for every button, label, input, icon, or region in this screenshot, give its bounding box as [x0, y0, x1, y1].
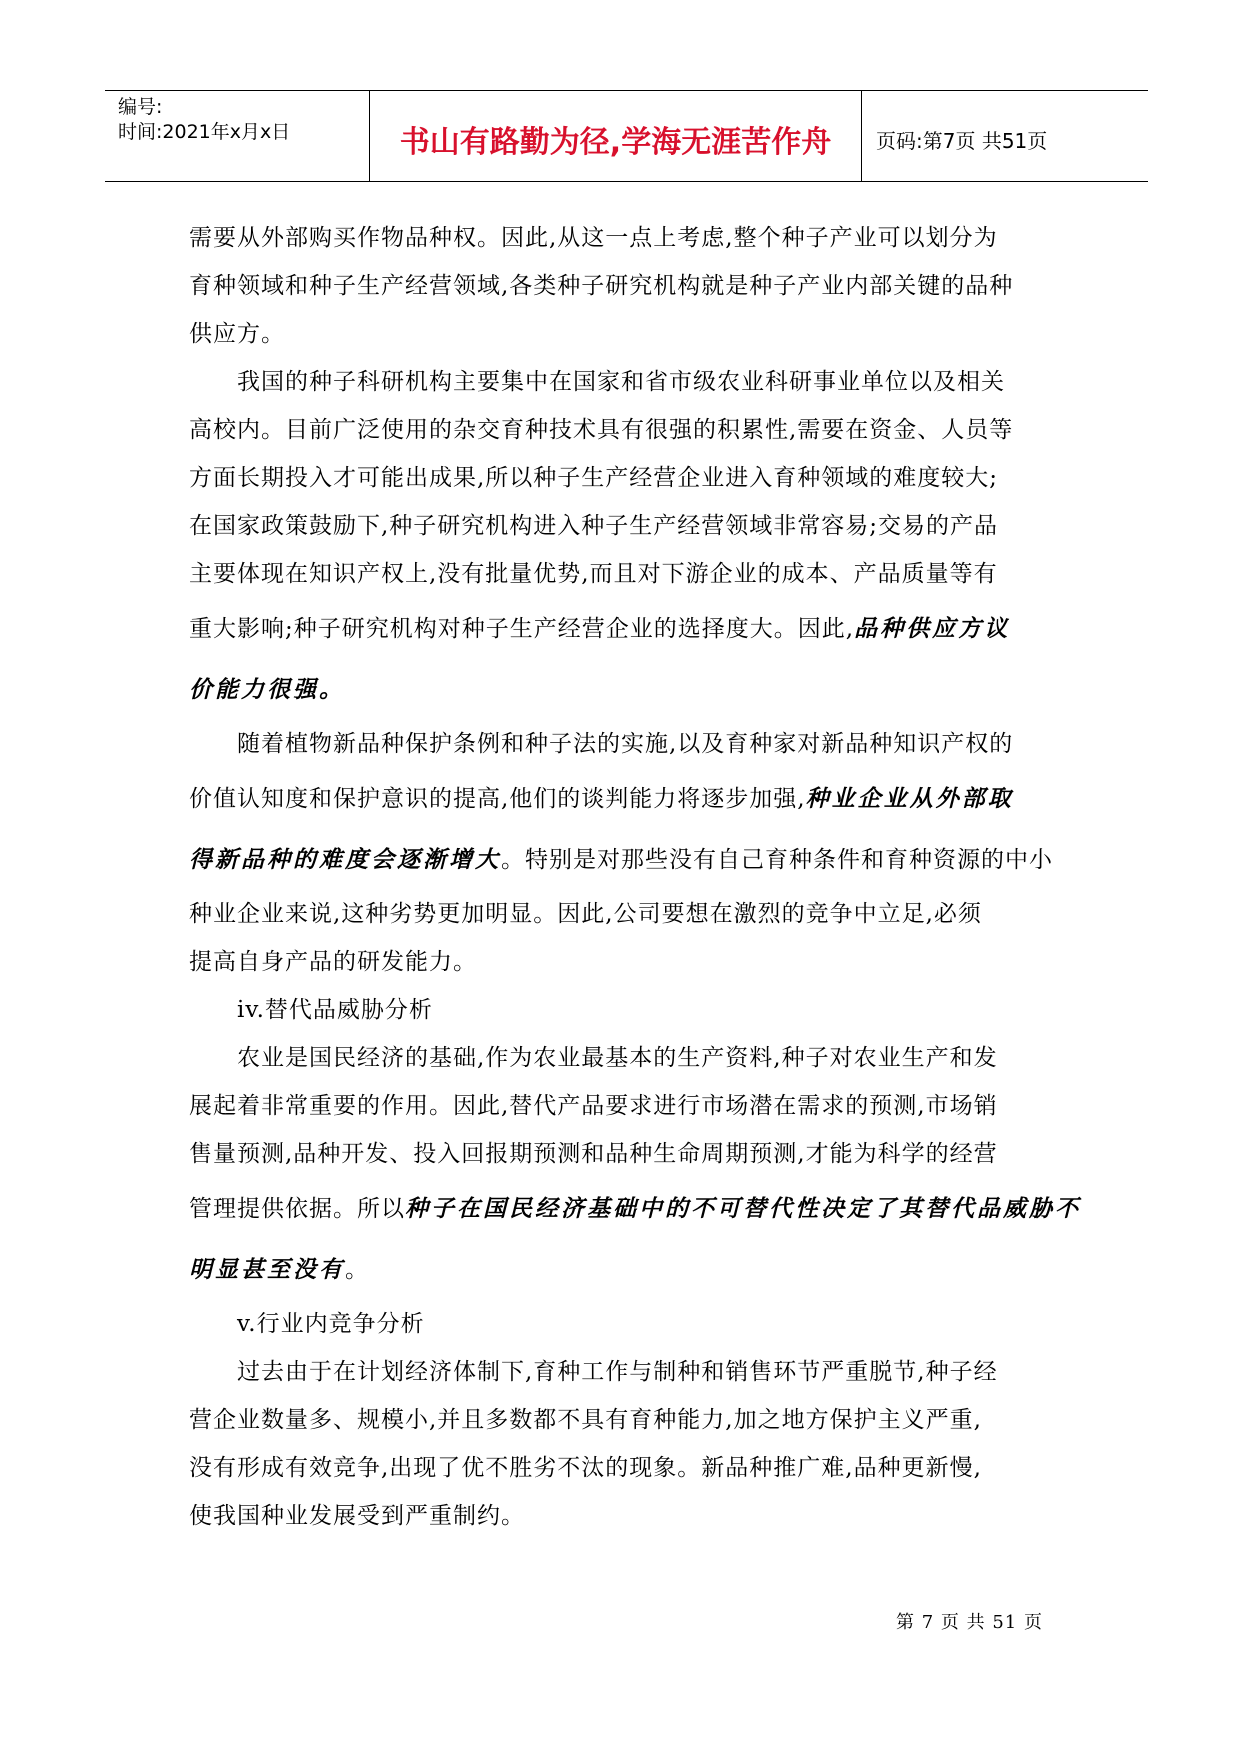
- text-line: 高校内。目前广泛使用的杂交育种技术具有很强的积累性,需要在资金、人员等: [189, 417, 1014, 443]
- text-line: 营企业数量多、规模小,并且多数都不具有育种能力,加之地方保护主义严重,: [189, 1407, 982, 1433]
- text-line: 随着植物新品种保护条例和种子法的实施,以及育种家对新品种知识产权的: [237, 731, 1014, 757]
- text-line: 在国家政策鼓励下,种子研究机构进入种子生产经营领域非常容易;交易的产品: [189, 513, 999, 539]
- text-line: 过去由于在计划经济体制下,育种工作与制种和销售环节严重脱节,种子经: [237, 1359, 998, 1385]
- text-span: 重大影响;种子研究机构对种子生产经营企业的选择度大。因此,: [189, 616, 855, 642]
- emphasis-text: 种业企业从外部取: [805, 785, 1014, 812]
- text-line: 需要从外部购买作物品种权。因此,从这一点上考虑,整个种子产业可以划分为: [189, 225, 998, 251]
- page-footer: 第 7 页 共 51 页: [896, 1612, 1043, 1633]
- header-page-info: 页码:第7页 共51页: [876, 128, 1048, 153]
- text-line: 售量预测,品种开发、投入回报期预测和品种生命周期预测,才能为科学的经营: [189, 1141, 998, 1167]
- text-span: 。特别是对那些没有自己育种条件和育种资源的中小: [501, 847, 1053, 873]
- page-header: [105, 90, 1148, 182]
- header-motto: 书山有路勤为径,学海无涯苦作舟: [370, 91, 862, 181]
- emphasis-text: 种子在国民经济基础中的不可替代性决定了其替代品威胁不: [405, 1195, 1081, 1222]
- number-label: 编号:: [118, 96, 163, 118]
- text-line: [189, 659, 1061, 720]
- text-line: [189, 598, 1061, 659]
- text-span: 管理提供依据。所以: [189, 1196, 405, 1222]
- text-line: [189, 1178, 1081, 1239]
- text-line: 主要体现在知识产权上,没有批量优势,而且对下游企业的成本、产品质量等有: [189, 561, 998, 587]
- section-heading: iv.替代品威胁分析: [237, 997, 433, 1023]
- header-meta: [105, 91, 370, 181]
- text-line: 供应方。: [189, 321, 285, 347]
- text-line: 展起着非常重要的作用。因此,替代产品要求进行市场潜在需求的预测,市场销: [189, 1093, 998, 1119]
- text-span: 价值认知度和保护意识的提高,他们的谈判能力将逐步加强,: [189, 786, 806, 812]
- time-label: 时间:2021年x月x日: [118, 121, 291, 143]
- emphasis-text: 品种供应方议: [854, 615, 1011, 642]
- emphasis-text: 价能力很强。: [189, 676, 345, 703]
- text-span: 。: [345, 1257, 369, 1283]
- text-line: 我国的种子科研机构主要集中在国家和省市级农业科研事业单位以及相关: [237, 369, 1005, 395]
- text-line: 农业是国民经济的基础,作为农业最基本的生产资料,种子对农业生产和发: [237, 1045, 998, 1071]
- text-line: 育种领域和种子生产经营领域,各类种子研究机构就是种子产业内部关键的品种: [189, 273, 1014, 299]
- document-body: [189, 214, 1081, 1540]
- text-line: [189, 768, 1061, 829]
- text-line: 没有形成有效竞争,出现了优不胜劣不汰的现象。新品种推广难,品种更新慢,: [189, 1455, 982, 1481]
- text-line: [189, 829, 1061, 890]
- text-line: 使我国种业发展受到严重制约。: [189, 1503, 525, 1529]
- text-line: 提高自身产品的研发能力。: [189, 949, 477, 975]
- section-heading: v.行业内竞争分析: [237, 1311, 425, 1337]
- text-line: 种业企业来说,这种劣势更加明显。因此,公司要想在激烈的竞争中立足,必须: [189, 901, 982, 927]
- emphasis-text: 明显甚至没有: [189, 1256, 345, 1283]
- emphasis-text: 得新品种的难度会逐渐增大: [189, 846, 501, 873]
- text-line: 方面长期投入才可能出成果,所以种子生产经营企业进入育种领域的难度较大;: [189, 465, 999, 491]
- text-line: [189, 1239, 1061, 1300]
